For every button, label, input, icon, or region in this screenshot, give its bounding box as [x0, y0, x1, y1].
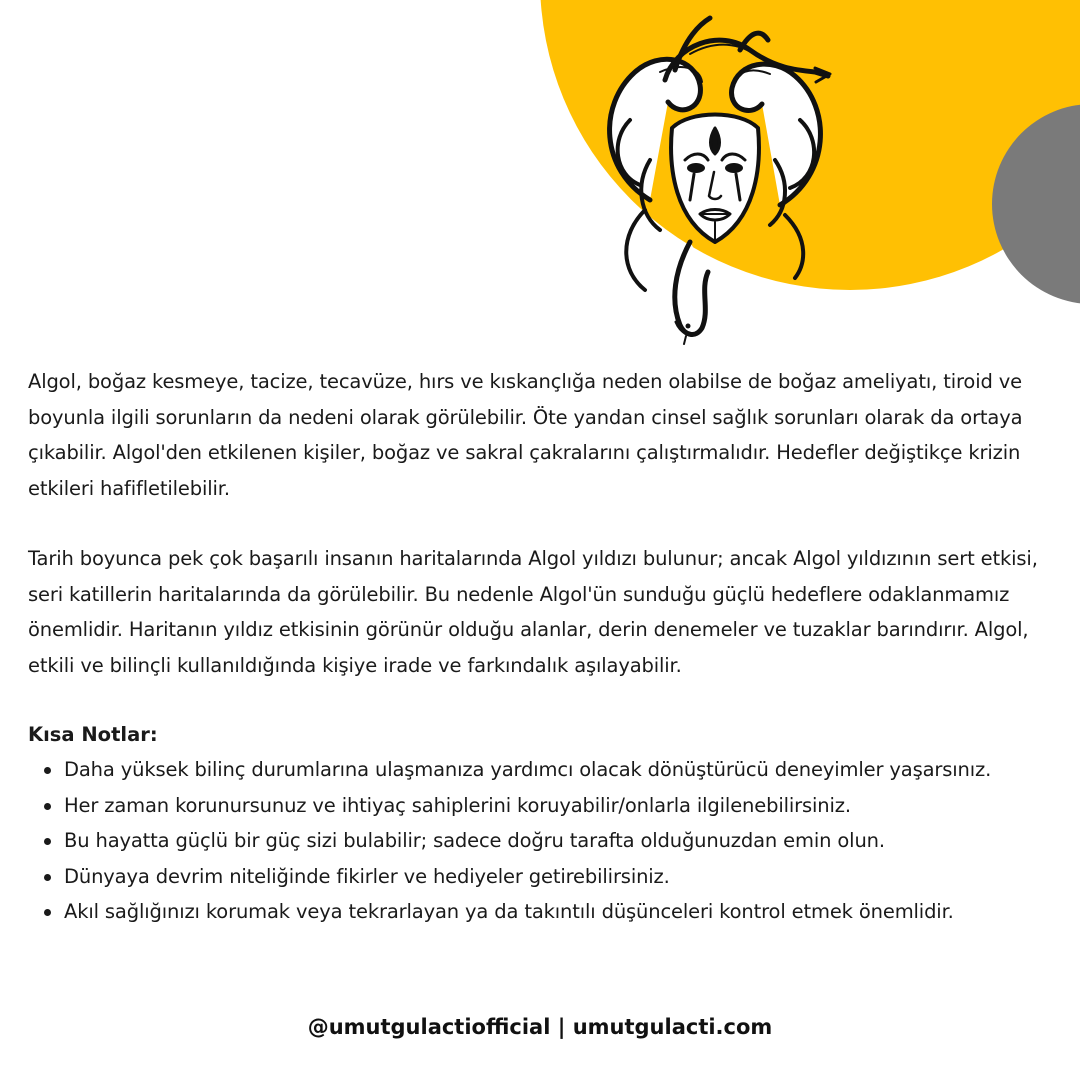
list-item: [28, 823, 1064, 859]
notes-title: Kısa Notlar:: [28, 723, 158, 746]
list-item-text: Daha yüksek bilinç durumlarına ulaşmanıza yardımcı olacak dönüştürücü deneyimler yaşarsınız.: [64, 758, 992, 781]
list-item: [28, 859, 1064, 895]
list-item: [28, 788, 1064, 824]
list-item-text: Dünyaya devrim niteliğinde fikirler ve hediyeler getirebilirsiniz.: [64, 864, 670, 888]
list-item-text: Bu hayatta güçlü bir güç sizi bulabilir; sadece doğru tarafta olduğunuzdan emin olun.: [64, 829, 885, 852]
bullet-icon: [44, 909, 51, 916]
medusa-illustration-icon: [590, 10, 840, 345]
bullet-icon: [44, 874, 51, 881]
article-content: [28, 364, 1064, 930]
list-item-text: Akıl sağlığınızı korumak veya tekrarlayan ya da takıntılı düşünceleri kontrol etmek önemlidir.: [64, 900, 954, 923]
paragraph-2: Tarih boyunca pek çok başarılı insanın haritalarında Algol yıldızı bulunur; ancak Algol yıldızının sert etkisi, seri katillerin haritalarında da görülebilir. Bu nedenle Algol'ün sunduğu güçlü hedeflere odaklanmamız önemlidir. Haritanın yıldız etkisinin görünür olduğu alanlar, derin denemeler ve tuzaklar barındırır. Algol, etkili ve bilinçli kullanıldığında kişiye irade ve farkındalık aşılayabilir.: [28, 547, 1038, 677]
footer-credits: @umutgulactiofficial | umutgulacti.com: [307, 1015, 773, 1039]
bullet-icon: [44, 767, 51, 774]
list-item-text: Her zaman korunursunuz ve ihtiyaç sahiplerini koruyabilir/onlarla ilgilenebilirsiniz.: [64, 793, 851, 817]
list-item: [28, 894, 1064, 930]
notes-list: [28, 752, 1064, 930]
list-item: [28, 752, 1064, 788]
bullet-icon: [44, 838, 51, 845]
paragraph-1: Algol, boğaz kesmeye, tacize, tecavüze, hırs ve kıskançlığa neden olabilse de boğaz ameliyatı, tiroid ve boyunla ilgili sorunların da nedeni olarak görülebilir. Öte yandan cinsel sağlık sorunları olarak da ortaya çıkabilir. Algol'den etkilenen kişiler, boğaz ve sakral çakralarını çalıştırmalıdır. Hedefler değiştikçe krizin etkileri hafifletilebilir.: [28, 370, 1023, 500]
bullet-icon: [44, 803, 51, 810]
